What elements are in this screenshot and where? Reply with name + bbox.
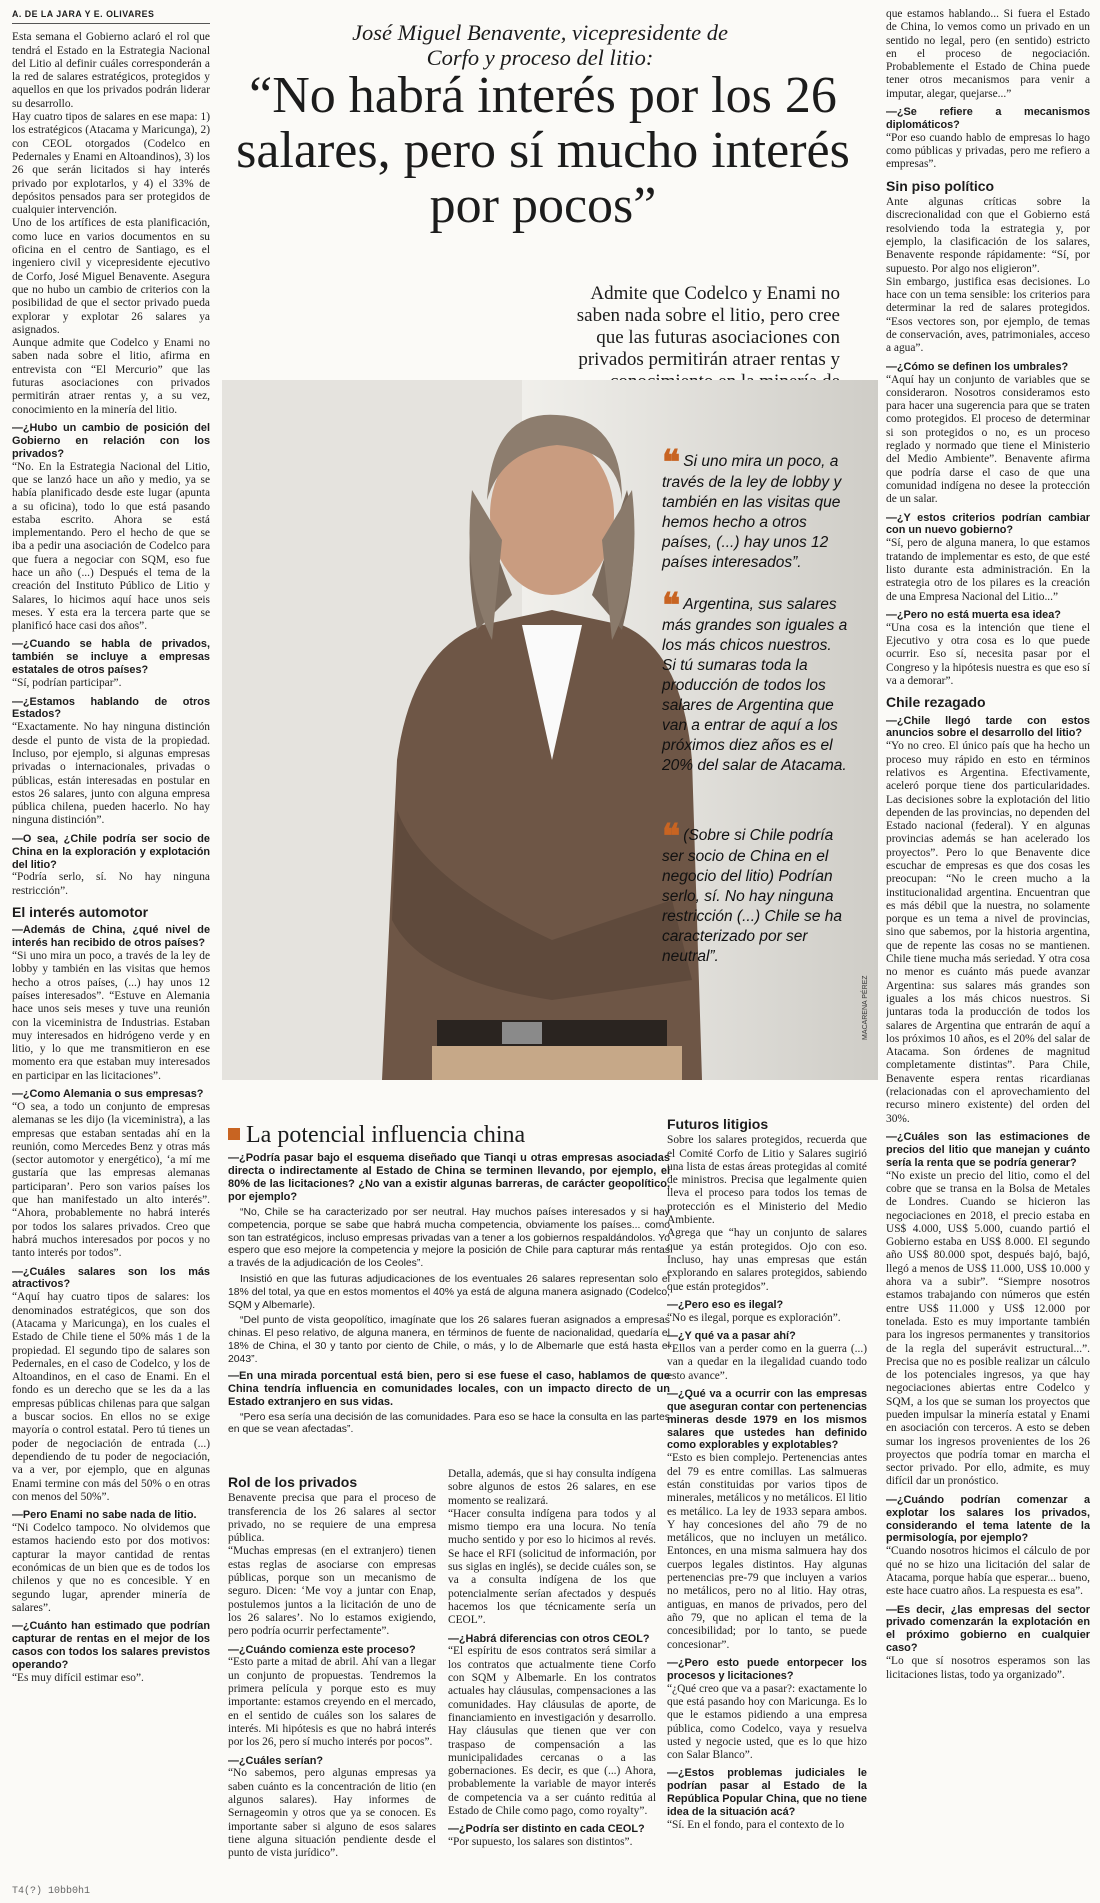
answer: “Yo no creo. El único país que ha hecho un proceso muy rápido en esto en términos relativos es Argentina. Efectivamente, aceleró porque tiene dos particularidades. Las decisiones sobre la explotación del litio dependen de las provincias, no dependen del Estado nacional (federal). Y en algunas provincias además se han acelerado los proyectos”. Pero lo que Benavente dice escuchar de empresas es que dos cosas les preocupan: “No le creen mucho a la institucionalidad argentina. Encuentran que es más débil que la nuestra, no solamente porque es un tema a nivel de provincias, sino que sabemos, por la historia argentina, que de repente las cosas no se mantienen. Chile tiene mucha más seriedad. Y otra cosa no menor es cuánto más puede avanzar Argentina: sus salares más grandes son iguales a los más chicos nuestros. Si juntaras toda la producción de todos los salares de Argentina que entrarán de aquí a los próximos 10 años, es el 20% del salar de Atacama. Son órdenes de magnitud completamente distintas”. Para Chile, Benavente espera rentas ricardianas (relacionadas con el aprovechamiento del recurso minero existente) del orden del 30%. xyxy=(886,740,1090,1125)
answer: Insistió en que las futuras adjudicaciones de los eventuales 26 salares representan solo el 18% del total, ya que en estos momentos el 40% ya está de alguna manera asignado (Codelco, SQM y Albemarle). xyxy=(228,1273,670,1311)
column-4 xyxy=(667,1110,867,1886)
question: —¿Cuándo podrían comenzar a explotar los salares los privados, considerando el tema latente de la permisología, por ejemplo? xyxy=(886,1493,1090,1545)
china-box xyxy=(228,1152,670,1440)
box-title: La potencial influencia china xyxy=(228,1122,525,1149)
answer: “O sea, a todo un conjunto de empresas alemanas se les dijo (la viceministra), a las empresas que estaban sentadas ahí en la reunión, como Mercedes Benz y otras más (sector automotor y energético), ‘a mí me gustaría que las empresas alemanas participaran’. Pero son varios países los que han manifestado un alto interés”. “Ahora, probablemente no habrá interés por todos los salares privados. Creo que habrá muchos interesados por pocos y no tanto interés por todos”. xyxy=(12,1100,210,1260)
answer: “Por eso cuando hablo de empresas lo hago como públicas y privadas, pero me refiero a empresas”. xyxy=(886,131,1090,171)
answer: “Sí. En el fondo, para el contexto de lo xyxy=(667,1819,845,1832)
question: —¿Estos problemas judiciales le podrían pasar al Estado de la República Popular China, que no tiene idea de la situación acá? xyxy=(667,1767,867,1819)
question: —¿Cuándo comienza este proceso? xyxy=(228,1643,416,1656)
pull-quote: ❝ Si uno mira un poco, a través de la ley de lobby y también en las visitas que hemos hecho a otros países, (...) hay unos 12 países interesados”. xyxy=(662,444,842,571)
paragraph: Agrega que “hay un conjunto de salares que ya están protegidos. Ojo con eso. Incluso, hay unas empresas que están explorando en salares protegidos, sabiendo que están protegidos”. xyxy=(667,1227,867,1293)
answer: “Es muy difícil estimar eso”. xyxy=(12,1671,144,1684)
answer: “Pero esa sería una decisión de las comunidades. Para eso se hace la consulta en las partes en que se vean afectadas”. xyxy=(228,1411,670,1436)
paragraph: Benavente precisa que para el proceso de transferencia de los 26 salares al sector privado, no se requiere de una empresa pública. xyxy=(228,1492,436,1545)
headline: “No habrá interés por los 26 salares, pero sí mucho interés por pocos” xyxy=(236,67,850,234)
question: —¿Podría pasar bajo el esquema diseñado que Tianqi u otras empresas asociadas directa o indirectamente al Estado de China se terminen llevando, por ejemplo, el 80% de las licitaciones? ¿No van a existir algunas barreras, de carácter geopolítico, por ejemplo? xyxy=(228,1152,670,1203)
answer: “Sí, pero de alguna manera, lo que estamos tratando de implementar es esto, de que esté listo durante esta administración. En la estrategia otro de los pilares es la creación de una Empresa Nacional del Litio...” xyxy=(886,537,1090,603)
question: —En una mirada porcentual está bien, pero si ese fuese el caso, hablamos de que China tendría influencia en comunidades locales, con un impacto directo de un Estado extranjero en sus vidas. xyxy=(228,1369,670,1408)
question: —¿Pero eso es ilegal? xyxy=(667,1298,784,1311)
paragraph: Ante algunas críticas sobre la discrecionalidad con que el Gobierno está resolviendo toda la estrategia y, por ejemplo, la clasificación de los salares, Benavente responde rápidamente: “Sí, por supuesto. Por algo nos eligieron”. xyxy=(886,196,1090,275)
pull-quote: ❝ (Sobre si Chile podría ser socio de China en el negocio del litio) Podrían serlo, sí. No hay ninguna restricción (...) Chile se ha caracterizado por ser neutral”. xyxy=(662,818,843,965)
subhead: Sin piso político xyxy=(886,177,995,194)
question: —¿Cuáles son las estimaciones de precios del litio que manejan y cuánto sería la renta que se podría generar? xyxy=(886,1130,1090,1169)
answer: “Sí, podrían participar”. xyxy=(12,677,122,690)
question: —¿Y qué va a pasar ahí? xyxy=(667,1330,796,1343)
question: —¿Podría ser distinto en cada CEOL? xyxy=(448,1823,645,1836)
answer: “Una cosa es la intención que tiene el Ejecutivo y otra cosa es lo que puede ocurrir. Eso sí, necesita pasar por el Congreso y la hipótesis nuestra es que eso sí va a demorar”. xyxy=(886,621,1090,687)
column-1 xyxy=(12,8,210,1886)
answer: “No es ilegal, porque es exploración”. xyxy=(667,1311,841,1324)
answer: “No. En la Estrategia Nacional del Litio, que se lanzó hace un año y medio, ya se había planificado desde este lugar (apunta a su oficina), todo lo que está pasando estaba escrito. Ahora se está implementando. Pero el hecho de que se iba a pedir una asociación de Codelco para que fuera a negociar con SQM, eso fue hace un año (...) Después el tema de la creación del Instituto Público de Litio y Salares, lo hicimos aquí hace unos seis meses. Y esta era la tercera parte que se planificó hace casi dos años”. xyxy=(12,460,210,633)
question: —¿Cuáles salares son los más atractivos? xyxy=(12,1265,210,1291)
question: —Es decir, ¿las empresas del sector privado comenzarán la explotación en el próximo gobierno en cualquier caso? xyxy=(886,1603,1090,1655)
question: —¿Cuánto han estimado que podrían capturar de rentas en el mejor de los casos con todos los salares previstos operando? xyxy=(12,1620,210,1671)
answer: “Exactamente. No hay ninguna distinción desde el punto de vista de la propiedad. Incluso, por ejemplo, si algunas empresas privadas o internacionales, privadas o públicas, están interesadas en postular en estos 26 salares, junto con alguna empresa pública chilena, pueden hacerlo. No hay ninguna distinción”. xyxy=(12,721,210,827)
column-3-body xyxy=(448,1468,656,1850)
question: —¿Se refiere a mecanismos diplomáticos? xyxy=(886,106,1090,131)
answer: “No existe un precio del litio, como el del cobre que se transa en la Bolsa de Metales de Londres. Cuando se hicieron las negociaciones en 2018, el precio estaba en US$ 4.000, US$ 5.000, cuando partió el Gobierno estaba en US$ 8.000. El segundo año US$ 80.000 spot, después bajó, bajó, llegó a menos de US$ 11.000, US$ 10.000 y ahora va a subir”. “Siempre nosotros estamos trabajando con números que estén entre US$ 11.000 y US$ 12.000 por tonelada. Esto es muy importante también para los ingresos permanentes y transitorios de la regla del superávit estructural...”. Precisa que no es posible realizar un cálculo de los potenciales ingresos, ya que hay negociaciones abiertas entre Codelco y SQM, a los que se suman los proyectos que pueden impulsar la minería estatal y Enami en asociación con terceros. A esto se deben sumar los ingresos provenientes de los 26 proyectos que podría tomar en marcha el sector privado. Por ello, admite, es muy difícil dar un pronóstico. xyxy=(886,1169,1090,1488)
question: —¿Cómo se definen los umbrales? xyxy=(886,360,1069,373)
paragraph: Detalla, además, que si hay consulta indígena sobre algunos de estos 26 salares, en ese momento se realizará. xyxy=(448,1468,656,1507)
pull-quote: ❝ Argentina, sus salares más grandes son iguales a los más chicos nuestros. Si tú sumaras toda la producción de todos los salares de Argentina que van a entrar de aquí a los próximos diez años es el 20% del salar de Atacama. xyxy=(662,587,848,774)
paragraph: Hay cuatro tipos de salares en ese mapa: 1) los estratégicos (Atacama y Maricunga), 2) con CEOL otorgados (Codelco en Pedernales y Enami en Altoandinos), 3) los 26 que serán licitados si hay interés privado por explotarlos, y 4) el 33% de depósitos pensados para ser protegidos de cualquier intervención. xyxy=(12,111,210,217)
column-2 xyxy=(228,1468,436,1886)
deck: Admite que Codelco y Enami no saben nada sobre el litio, pero cree que las futuras asociaciones con privados permitirán atraer rentas y xyxy=(576,283,840,370)
question: —¿Cuáles serían? xyxy=(228,1754,324,1767)
paragraph: que estamos hablando... Si fuera el Estado de China, lo vemos como un privado en un sentido no legal, pero (en sentido) estricto en el proceso de negociación. Probablemente el Estado de China puede tener otros mecanismos para venir a imputar, alegar, quejarse...” xyxy=(886,8,1090,100)
subhead: El interés automotor xyxy=(12,904,149,920)
subhead: Rol de los privados xyxy=(228,1474,358,1490)
column-5-body xyxy=(886,8,1090,1682)
question: —¿Estamos hablando de otros Estados? xyxy=(12,695,210,721)
question: —¿Habrá diferencias con otros CEOL? xyxy=(448,1632,650,1645)
quote-mark-icon: ❝ xyxy=(662,587,681,625)
question: —¿Como Alemania o sus empresas? xyxy=(12,1088,204,1101)
question: —O sea, ¿Chile podría ser socio de China en la exploración y explotación del litio? xyxy=(12,832,210,871)
answer: “No sabemos, pero algunas empresas ya saben cuánto es la concentración de litio (en algunos salares). Hay informes de Sernageomin y otros que ya se conocen. Es importante saber si alguno de esos salares tiene alguna situación pendiente desde el punto de vista jurídico”. xyxy=(228,1767,436,1860)
answer: “Ni Codelco tampoco. No olvidemos que estamos haciendo esto por dos motivos: capturar la mayor cantidad de rentas económicas de un bien que es de todos los chilenos y que no es concesible. Y en segundo lugar, aprender minería de salares”. xyxy=(12,1522,210,1614)
answer: “Lo que sí nosotros esperamos son las licitaciones listas, todo ya organizado”. xyxy=(886,1655,1090,1681)
subhead: Chile rezagado xyxy=(886,694,986,711)
question: —¿Qué va a ocurrir con las empresas que aseguran contar con pertenencias mineras desde 1979 en los mismos salares que ustedes han definido como explorables y explotables? xyxy=(667,1387,867,1452)
question: —¿Hubo un cambio de posición del Gobierno en relación con los privados? xyxy=(12,421,210,460)
paragraph: Aunque admite que Codelco y Enami no saben nada sobre el litio, afirma en entrevista con “El Mercurio” que las futuras asociaciones con privados permitirán atraer rentas y, a su vez, conocimiento en la minería del litio. xyxy=(12,337,210,416)
paragraph: Uno de los artífices de esta planificación, como luce en varios documentos en su oficina en el centro de Santiago, es el ingeniero civil y vicepresidente ejecutivo de Corfo, José Miguel Benavente. Asegura que no hubo un cambio de criterios con la posibilidad de que el sector privado pueda explorar y explotar 26 salares ya asignados. xyxy=(12,217,210,336)
answer: “Podría serlo, sí. No hay ninguna restricción”. xyxy=(12,871,210,897)
column-5 xyxy=(886,8,1090,1886)
answer: “No, Chile se ha caracterizado por ser neutral. Hay muchos países interesados y si hay competencia, porque se sabe que habrá mucha competencia, obviamente los países... como son tan estratégicos, incluso empresas privadas van a tener a los gobiernos respaldándolos. Yo espero que eso mejore la competencia y mejore la posición de Chile para capturar más rentas a través de la adjudicación de los Ceoles”. xyxy=(228,1207,670,1270)
question: —¿Y estos criterios podrían cambiar con un nuevo gobierno? xyxy=(886,511,1090,537)
answer: “El espíritu de esos contratos será similar a los contratos que actualmente tiene Corfo con SQM y Albemarle. En los contratos actuales hay cláusulas, compensaciones a las comunidades. Hay cláusulas de aporte, de financiamiento en investigación y desarrollo. Hay cláusulas que tienen que ver con traspaso de compensación a las municipalidades cercanas o a las gobernaciones. Es decir, es que (...) Ahora, probablemente la variable de mayor interés de competencia va a ser cuánto reditúa al Estado de Chile como pago, como royalty”. xyxy=(448,1645,656,1818)
column-3 xyxy=(448,1468,656,1886)
photo-credit: MACARENA PÉREZ xyxy=(862,975,869,1040)
question: —Pero Enami no sabe nada de litio. xyxy=(12,1509,197,1522)
column-2-body xyxy=(228,1492,436,1860)
kicker: José Miguel Benavente, vicepresidente de Corfo y proceso del litio: xyxy=(352,20,728,70)
quote-mark-icon: ❝ xyxy=(662,818,681,856)
byline: A. DE LA JARA Y E. OLIVARES xyxy=(12,8,210,24)
page-stamp: T4(?) 10bb0h1 xyxy=(12,1886,91,1897)
section-square-icon xyxy=(228,1128,240,1140)
answer: “Si uno mira un poco, a través de la ley de lobby y también en las visitas que hemos hecho a otros países, (...) hay unos 12 países interesados”. “Estuve en Alemania hace unos seis meses y tuve una reunión con la viceministra de Industrias. Estaban muy interesados en hidrógeno verde y en litio, y lo que me transmitieron en ese momento era que estaban muy interesados en participar en las licitaciones”. xyxy=(12,950,210,1082)
column-1-body xyxy=(12,31,210,1685)
answer: “Cuando nosotros hicimos el cálculo de por qué no se hizo una licitación del salar de Atacama, porque había que esperar... bueno, este hace cuatro años. La respuesta es esa”. xyxy=(886,1545,1090,1598)
paragraph: “Muchas empresas (en el extranjero) tienen estas reglas de asociarse con empresas públicas, porque son un mecanismo de seguro. Dicen: ‘Me voy a juntar con Enap, postulemos juntos a la licitación de uno de los 26 salares’. No lo estamos exigiendo, pero podría ocurrir perfectamente”. xyxy=(228,1545,436,1638)
subhead: Futuros litigios xyxy=(667,1116,769,1132)
question: —Además de China, ¿qué nivel de interés han recibido de otros países? xyxy=(12,924,210,950)
answer: “Aquí hay cuatro tipos de salares: los denominados estratégicos, que son dos (Atacama y Maricunga), en los cuales el Estado de Chile tiene el 50% más 1 de la propiedad. El segundo tipo de salares son Pedernales, en el caso de Codelco, y los de Altoandinos, en el caso de Enami. En el fondo es un derecho que se les da a las empresas públicas chilenas para que salgan a buscar socios. En ellos no se exige mayoría o control estatal. Pero tú tienes un poder de negociación de entrada (...) dependiendo de tu poder de negociación, va a ver, por ejemplo, que en algunas Enami termine con más del 50% o en otras con menos del 50%”. xyxy=(12,1291,210,1503)
answer: “Del punto de vista geopolítico, imagínate que los 26 salares fueran asignados a empresas chinas. El peso relativo, de alguna manera, en términos de fuente de nacionalidad, quedaría el 18% de China, el 30 y tanto por ciento de Chile, o más, y lo de Albemarle que está hasta el 2043”. xyxy=(228,1315,670,1365)
paragraph: Sin embargo, justifica esas decisiones. Lo hace con un tema sensible: los criterios para determinar la red de salares protegidos. “Esos vectores son, por ejemplo, de temas de conservación, aves, patrimoniales, acceso a agua”. xyxy=(886,275,1090,355)
answer: “Esto es bien complejo. Pertenencias antes del 79 es entre comillas. Las salmueras están constituidas por varios tipos de minerales, metálicos y no metálicos. El litio es metálico. La ley de 1933 separa ambos. Y hay concesiones del año 79 de no metálicos, que no incluyen un metálico. Entonces, en una misma salmuera hay dos cuerpos legales distintos. Hay algunas pertenencias pre-79 que incluyen a varios no metálicos, pero no al litio. Hay otras, antiguas, en manos de privados, pero del año 79, que no aplican el tema de la concesibilidad; por lo tanto, se puede concesionar”. xyxy=(667,1452,867,1651)
answer: “Ellos van a perder como en la guerra (...) van a quedar en la ilegalidad cuando todo esto avance”. xyxy=(667,1342,867,1382)
paragraph: “Hacer consulta indígena para todos y al mismo tiempo era una locura. No tenía mucho sentido y por eso lo hicimos al revés. Se hace el RFI (solicitud de información, por sus siglas en inglés), se decide cuáles son, se va a consulta indígena de los que potencialmente serían afectados y después hacemos los que técnicamente sería un CEOL”. xyxy=(448,1507,656,1627)
quote-mark-icon: ❝ xyxy=(662,444,681,482)
answer: “¿Qué creo que va a pasar?: exactamente lo que está pasando hoy con Maricunga. Es lo que le estamos pidiendo a una empresa pública, como Codelco, vaya y resuelva usted y negocie usted, que es lo que hizo con Salar Blanco”. xyxy=(667,1682,867,1762)
paragraph: Sobre los salares protegidos, recuerda que el Comité Corfo de Litio y Salares sugirió una lista de estas áreas protegidas al comité de ministros. Precisa que legalmente quien lleva el proceso para todos los temas de protección es el Ministerio del Medio Ambiente. xyxy=(667,1134,867,1227)
question: —¿Pero esto puede entorpecer los procesos y licitaciones? xyxy=(667,1656,867,1682)
question: —¿Cuando se habla de privados, también se incluye a empresas estatales de otros países? xyxy=(12,638,210,677)
answer: “Esto parte a mitad de abril. Ahí van a llegar un conjunto de propuestas. Tendremos la primera película y porque esto es muy importante: estamos creyendo en el mercado, en el sentido de cuáles son los salares de interés. Mi hipótesis es que no habrá interés por los 26, pero sí mucho interés por pocos”. xyxy=(228,1656,436,1749)
answer: “Por supuesto, los salares son distintos”. xyxy=(448,1836,633,1849)
question: —¿Chile llegó tarde con estos anuncios sobre el desarrollo del litio? xyxy=(886,714,1090,740)
column-4-body xyxy=(667,1134,867,1832)
question: —¿Pero no está muerta esa idea? xyxy=(886,608,1061,621)
paragraph: Esta semana el Gobierno aclaró el rol que tendrá el Estado en la Estrategia Nacional del Litio al definir cuáles corresponderán a la red de salares estratégicos, protegidos y aquellos en que los privados podrán liderar su desarrollo. xyxy=(12,31,210,110)
answer: “Aquí hay un conjunto de variables que se consideraron. Nosotros consideramos esto para hacer una sugerencia para que se traten como protegidos. El proceso de determinar si son protegidos o no, es un proceso reglado y normado que tiene el Ministerio del Medio Ambiente”. Benavente afirma que podría darse el caso de que una comunidad indígena no desee la protección de un salar. xyxy=(886,373,1090,506)
